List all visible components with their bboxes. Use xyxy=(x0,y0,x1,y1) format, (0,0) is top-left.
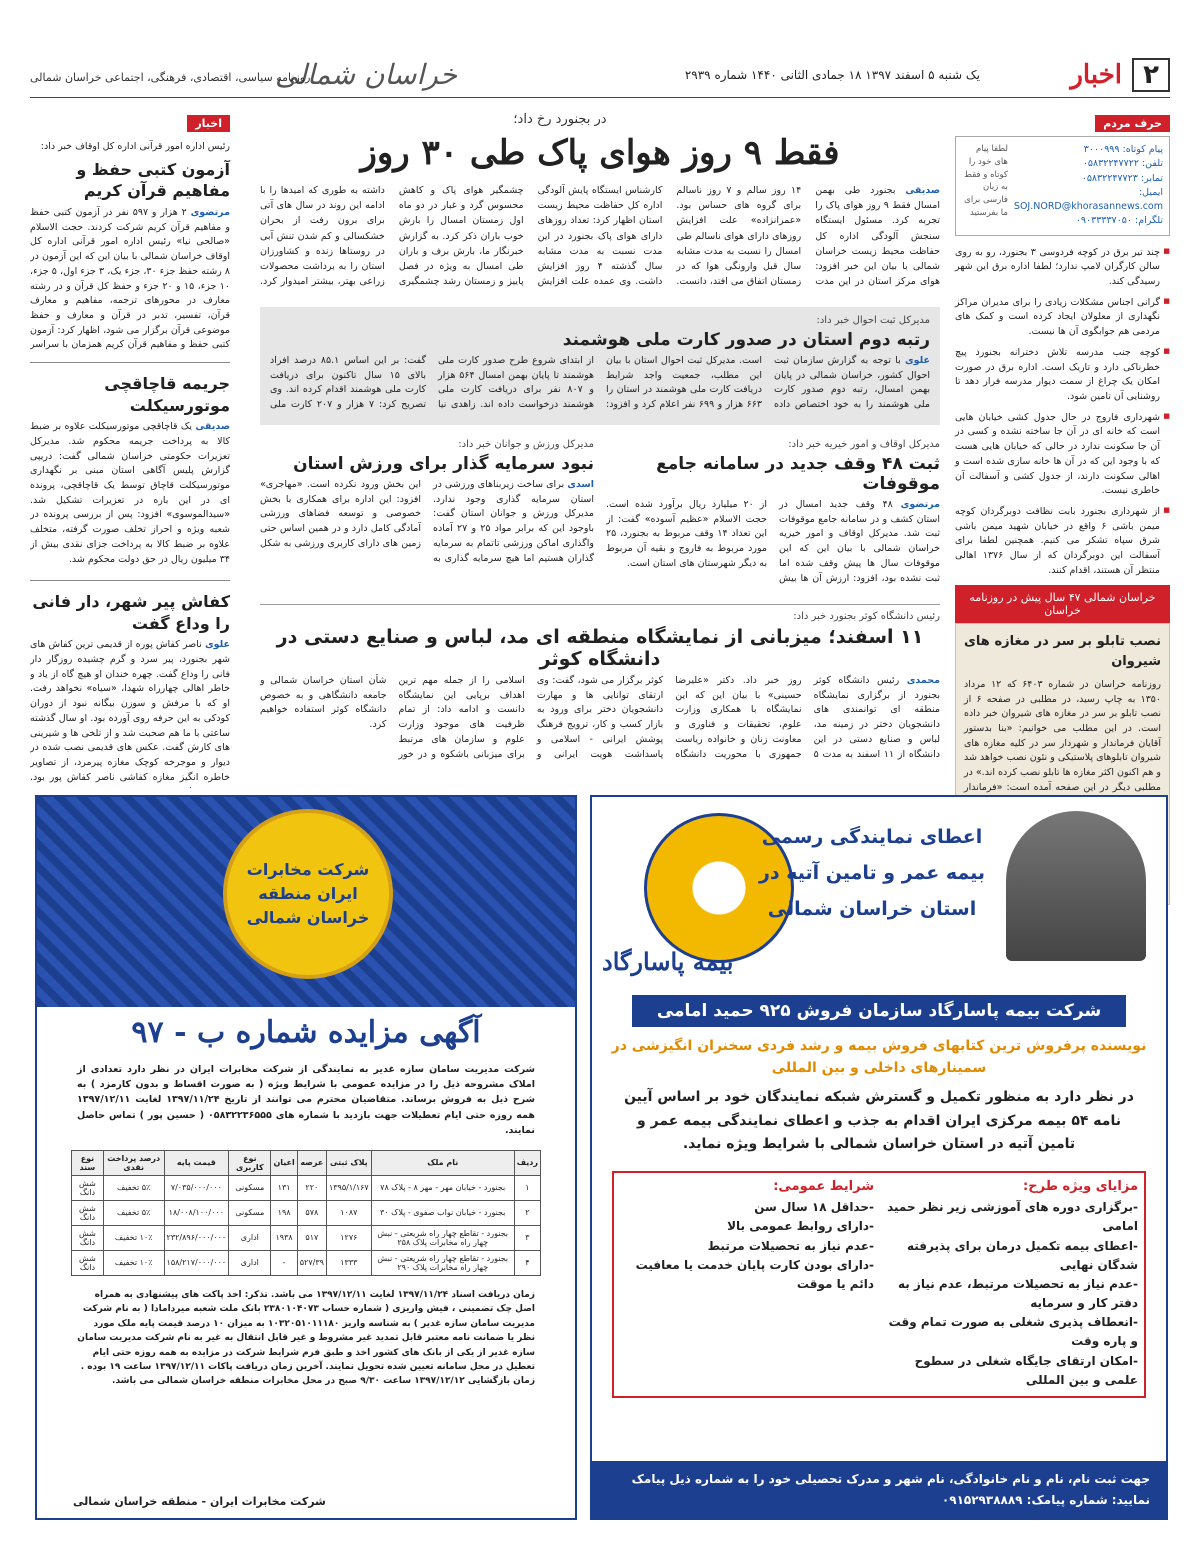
quran-kicker: رئیس اداره امور قرآنی اداره کل اوقاف خبر داد: xyxy=(40,141,230,152)
insurance-terms xyxy=(612,1171,1146,1398)
id-card-kicker: مدیرکل ثبت احوال خبر داد: xyxy=(816,315,930,326)
sport-article xyxy=(260,439,594,590)
id-card-body-wrap xyxy=(270,354,930,420)
smuggler-body-wrap xyxy=(30,420,230,570)
main-article xyxy=(260,183,940,295)
list-item: ■ گرانی اجناس مشکلات زیادی را برای مدیران مراکز نگهداری از معلولان ایجاد کرده است و کمک های مردمی هم جوابگوی آن ها نیست. xyxy=(955,296,1170,340)
insurance-slogan: اعطای نمایندگی رسمی بیمه عمر و تامین آتیه در استان خراسان شمالی xyxy=(758,826,986,921)
table-cell: ۲۲۰ xyxy=(297,1175,326,1200)
list-item: -اعطای بیمه تکمیل درمان برای پذیرفته شدگان نهایی xyxy=(906,1238,1138,1272)
table-cell: ۴ xyxy=(514,1250,540,1275)
waqf-headline: ثبت ۴۸ وقف جدید در سامانه جامع موقوفات xyxy=(656,454,940,494)
kowsar-body-wrap xyxy=(260,674,940,790)
kowsar-headline: ۱۱ اسفند؛ میزبانی از نمایشگاه منطقه ای مد، لباس و صنایع دستی در دانشگاه کوثر xyxy=(276,626,924,670)
quran-body: ۲ هزار و ۵۹۷ نفر در آزمون کتبی حفظ و مفاهیم قرآن کریم شرکت کردند. حجت الاسلام «صالحی نیا» رئیس اداره امور قرآنی اداره کل اوقاف خراسان شمالی با بیان این که این آزمون در ۸ رشته حفظ جزء ۳۰، جزء یک، ۳ جزء اول، ۵ جزء، ۱۰ جزء، ۱۵ و ۲۰ جزء و حفظ کل قرآن و در رشته معارف در محورهای ترجمه، مفاهیم و معارف قرآن، تفسیر، تدبر در قرآن و معارف و حفظ موضوعی قرآن برگزار می شود، اظهار کرد: آزمون کتبی حفظ و مفاهیم قرآن کریم همزمان با سراسر xyxy=(30,206,230,351)
byline: صدیقی xyxy=(195,421,230,433)
table-cell: ۱۰٪ تخفیف xyxy=(103,1250,164,1275)
sport-body-wrap xyxy=(260,478,594,570)
contact-phone: تلفن: ۰۵۸۳۲۲۴۷۷۲۲ xyxy=(1082,158,1163,170)
id-card-article xyxy=(260,307,940,425)
table-cell: - xyxy=(271,1250,297,1275)
table-header: ردیف xyxy=(514,1150,540,1175)
list-item: -امکان ارتقای جایگاه شغلی در سطوح علمی و بین المللی xyxy=(914,1353,1138,1387)
news-column xyxy=(30,112,230,788)
table-header: اعیان xyxy=(271,1150,297,1175)
list-item: -عدم نیاز به تحصیلات مرتبط xyxy=(707,1238,874,1253)
table-cell: ۱۳۳۳ xyxy=(326,1250,371,1275)
table-cell: بجنورد - خیابان نواب صفوی - پلاک ۳۰ xyxy=(371,1200,514,1225)
table-cell: شش دانگ xyxy=(72,1200,104,1225)
table-cell: بجنورد - تقاطع چهار راه شریعتی - نبش چهار راه مخابرات پلاک ۲۹۰ xyxy=(371,1250,514,1275)
secondary-articles xyxy=(260,439,940,590)
smuggler-headline: جریمه قاچاقچی موتورسیکلت xyxy=(104,373,230,415)
auction-terms: زمان دریافت اسناد ۱۳۹۷/۱۱/۲۴ لغایت ۱۳۹۷/۱۲/۱۱ می باشد. تذکر: اخذ پاکت های پیشنهادی به همراه اصل چک تضمینی ، فیش واریزی ( شماره حساب ۲۳۸۰۱۰۴۰۷۳ بانک ملت شعبه میردامادا ( به نام شرکت مدیریت سامان سازه غدیر ) به شناسه واریز ۱۰۳۲۰۵۱۰۱۱۱۸۰ به میزان ۱۰ درصد قیمت پایه ملک مورد نظر یا ضمانت نامه معتبر قابل تمدید غیر مشروط و غیر قابل انتقال به غیر به نام شرکت مدیریت سامان سازه غدیر از یکی از بانک های کشور اخذ و طبق فرم شرایط شرکت در مزایده به همه روزه حتی ایام تعطیل در محل سامانه تعیین شده تحویل نمایند. آخرین زمان دریافت پاکات ۱۳۹۷/۱۲/۱۱ ساعت ۱۹ بوده . زمان بازگشایی ۱۳۹۷/۱۲/۱۲ ساعت ۹/۳۰ صبح در محل مخابرات منطقه خراسان شمالی می باشد. xyxy=(77,1289,535,1387)
table-cell: شش دانگ xyxy=(72,1225,104,1250)
benefits-title: مزایای ویژه طرح: xyxy=(1023,1179,1138,1195)
table-header: نوع سند xyxy=(72,1150,104,1175)
table-cell: ۱۰٪ تخفیف xyxy=(103,1225,164,1250)
auction-ad xyxy=(35,795,577,1520)
table-cell: شش دانگ xyxy=(72,1175,104,1200)
auction-body: شرکت مدیریت سامان سازه غدیر به نمایندگی از شرکت مخابرات ایران در نظر دارد تعدادی از املاک مشروحه ذیل را در مزایده عمومی با شرایط ویژه ( به صورت اقساط و بدون کارمزد ) به شرح ذیل به فروش برساند. متقاضیان محترم می توانند از تاریخ ۱۳۹۷/۱۱/۲۴ لغایت ۱۳۹۷/۱۲/۱۱ همه روزه حتی ایام تعطیلات جهت بازدید با شماره های ۰۵۸۳۲۲۳۶۵۵۵ ( حسین پور ) تماس حاصل نمایند. xyxy=(77,1064,535,1136)
waqf-body-wrap xyxy=(606,498,940,590)
divider xyxy=(30,362,230,363)
sport-kicker: مدیرکل ورزش و جوانان خبر داد: xyxy=(458,439,594,450)
table-cell: مسکونی xyxy=(229,1175,271,1200)
table-cell: ۵٪ تخفیف xyxy=(103,1175,164,1200)
auction-table xyxy=(71,1150,541,1276)
table-header: پلاک ثبتی xyxy=(326,1150,371,1175)
people-voice-column xyxy=(955,112,1170,905)
kowsar-article xyxy=(260,604,940,790)
table-cell: ۳ xyxy=(514,1225,540,1250)
conditions-box xyxy=(620,1179,874,1390)
table-cell: اداری xyxy=(229,1250,271,1275)
table-cell: ۲ xyxy=(514,1200,540,1225)
byline: مرتضوی xyxy=(190,206,230,218)
contact-email: ایمیل: SOJ.NORD@khorasannews.com xyxy=(1013,186,1163,212)
contact-fax: تمابر: ۰۵۸۳۲۲۴۷۷۲۳ xyxy=(1081,172,1163,184)
table-cell: ۱۵۸/۲۱۷/۰۰۰/۰۰۰ xyxy=(164,1250,229,1275)
insurance-hero xyxy=(592,797,1166,987)
masthead xyxy=(30,58,1170,98)
table-header: نوع کاربری xyxy=(229,1150,271,1175)
quran-headline: آزمون کتبی حفظ و مفاهیم قرآن کریم xyxy=(76,159,230,201)
list-item: -دارای بودن کارت پایان خدمت یا معافیت دائم یا موقت xyxy=(635,1257,874,1291)
section-title: اخبار xyxy=(1070,60,1122,90)
contact-note: لطفا پیام های خود را کوتاه و فقط به زبان فارسی برای ما بفرستید xyxy=(964,144,1008,218)
people-voice-tag: حرف مردم xyxy=(1095,115,1170,132)
byline: صدیقی xyxy=(905,185,940,196)
list-item: -حداقل ۱۸ سال سن xyxy=(754,1200,874,1215)
table-cell: ۱۲۷۶ xyxy=(326,1225,371,1250)
contact-sms: پیام کوتاه: ۳۰۰۰۹۹۹ xyxy=(1083,144,1163,155)
memo-tag: خراسان شمالی ۴۷ سال پیش در روزنامه خراسان xyxy=(955,585,1170,623)
divider xyxy=(30,580,230,581)
table-cell: ۱۳۹۵/۱/۱۶۷ xyxy=(326,1175,371,1200)
table-row xyxy=(72,1200,541,1225)
contact-box xyxy=(955,136,1170,236)
byline: اسدی xyxy=(567,479,594,490)
list-item: ■ چند تیر برق در کوچه فردوسی ۳ بجنورد، رو به روی سالن کارگران لامپ ندارد؛ لطفا اداره برق این شهر رسیدگی کند. xyxy=(955,246,1170,290)
table-cell: ۲۳۲/۸۹۶/۰۰۰/۰۰۰ xyxy=(164,1225,229,1250)
table-cell: ۱۳۱ xyxy=(271,1175,297,1200)
agent-photo xyxy=(1006,811,1146,961)
insurance-contact: جهت ثبت نام، نام و نام خانوادگی، نام شهر و مدرک تحصیلی خود را به شماره ذیل پیامک نمایید: شماره پیامک: ۰۹۱۵۲۹۳۸۸۸۹ xyxy=(592,1461,1166,1518)
byline: مرتضوی xyxy=(900,499,940,510)
list-item: -برگزاری دوره های آموزشی زیر نظر حمید امامی xyxy=(887,1200,1138,1234)
table-header: قیمت پایه xyxy=(164,1150,229,1175)
table-header-row xyxy=(72,1150,541,1175)
shoemaker-headline: کفاش پیر شهر، دار فانی را وداع گفت xyxy=(32,592,230,633)
benefits-box xyxy=(884,1179,1138,1390)
issue-line: یک شنبه ۵ اسفند ۱۳۹۷ ۱۸ جمادی الثانی ۱۴۴۰ شماره ۲۹۳۹ xyxy=(684,68,980,82)
table-cell: ۵۲۷/۳۹ xyxy=(297,1250,326,1275)
table-cell: ۱۰۸۷ xyxy=(326,1200,371,1225)
table-cell: ۱۹۸ xyxy=(271,1200,297,1225)
table-cell: مسکونی xyxy=(229,1200,271,1225)
contact-telegram: تلگرام: ۰۹۰۳۳۳۳۷۰۵۰ xyxy=(1075,215,1163,227)
quran-body-wrap xyxy=(30,206,230,352)
table-cell: ۷/۰۳۵/۰۰۰/۰۰۰ xyxy=(164,1175,229,1200)
table-cell: شش دانگ xyxy=(72,1250,104,1275)
byline: علوی xyxy=(204,639,230,651)
page-number: ۲ xyxy=(1132,58,1170,92)
insurance-author-line: نویسنده پرفروش ترین کتابهای فروش بیمه و رشد فردی سخنران انگیزشی در سمینارهای داخلی و بین المللی xyxy=(611,1038,1147,1077)
table-row xyxy=(72,1225,541,1250)
list-item: ■ شهرداری فاروج در حال جدول کشی خیابان هایی است که خانه ای در آن جا ساخته نشده و کسی در آن جا سکونت ندارد در حالی که خیابان هایی هست که با وجود این که در آن ها خانه سازی شده است و اهالی سکونت دارند، از جدول کشی و آسفالت آن خاطری نیست. xyxy=(955,411,1170,499)
newspaper-logo: خراسان شمالی xyxy=(275,58,458,91)
telecom-emblem: شرکت مخابرات ایران منطقه خراسان شمالی xyxy=(223,809,393,979)
byline: محمدی xyxy=(906,675,940,686)
kowsar-body: رئیس دانشگاه کوثر بجنورد از برگزاری نمایشگاه منطقه ای توانمندی های دانشجویان دختر در زمینه مد، لباس و صنایع دستی در این دانشگاه از ۱۱ اسفند به مدت ۵ روز خبر داد. دکتر «علیرضا حسینی» با بیان این که این نمایشگاه با همکاری وزارت علوم، تحقیقات و فناوری و معاونت زنان و خانواده ریاست جمهوری با محوریت دانشگاه کوثر برگزار می شود، گفت: وی ارتقای توانایی ها و مهارت دانشجویان دختر برای ورود به بازار کسب و کار، ترویج فرهنگ پوشش ایرانی - اسلامی و پاسداشت هویت ایرانی و اسلامی را از جمله مهم ترین اهداف برپایی این نمایشگاه دانست و ادامه داد: از تمام ظرفیت های موجود وزارت علوم و سازمان های مرتبط برای میزبانی باشکوه و در خور شأن استان خراسان شمالی و جامعه دانشگاهی و به خصوص دانشگاه کوثر استفاده خواهیم کرد. xyxy=(260,675,940,760)
news-tag: اخبار xyxy=(187,115,230,132)
byline: علوی xyxy=(904,355,930,366)
waqf-kicker: مدیرکل اوقاف و امور خیریه خبر داد: xyxy=(788,439,940,450)
table-cell: بجنورد - خیابان مهر - مهر ۸ - پلاک ۷۸ xyxy=(371,1175,514,1200)
list-item: -عدم نیاز به تحصیلات مرتبط، عدم نیاز به دفتر کار و سرمایه xyxy=(897,1276,1138,1311)
table-header: نام ملک xyxy=(371,1150,514,1175)
table-cell: اداری xyxy=(229,1225,271,1250)
people-voice-list xyxy=(955,246,1170,579)
table-header: عرصه xyxy=(297,1150,326,1175)
auction-ad-banner xyxy=(37,797,575,1007)
table-cell: بجنورد - تقاطع چهار راه شریعتی - نبش چهار راه مخابرات پلاک ۲۵۸ xyxy=(371,1225,514,1250)
auction-title: آگهی مزایده شماره ب - ۹۷ xyxy=(131,1015,481,1050)
main-body: بجنورد طی بهمن امسال فقط ۹ روز هوای پاک را تجربه کرد. مسئول ایستگاه سنجش آلودگی اداره کل حفاظت محیط زیست خراسان شمالی با بیان این خبر افزود: هوای مرکز استان در این مدت ۱۴ روز سالم و ۷ روز ناسالم برای گروه های حساس بود. «عمرانزاده» علت افزایش روزهای دارای هوای ناسالم طی امسال را نسبت به مدت مشابه سال قبل وارونگی هوا که در زمستان اتفاق می افتد، دانست. کارشناس ایستگاه پایش آلودگی اداره کل حفاظت محیط زیست استان اظهار کرد: تعداد روزهای دارای هوای پاک بجنورد در این مدت نسبت به مدت مشابه سال گذشته ۴ روز افزایش داشت. وی عمده علت افزایش چشمگیر هوای پاک و کاهش محسوس گرد و غبار در دو ماه اول زمستان امسال را بارش خوب باران ذکر کرد. به گزارش خبرنگار ما، بارش برف و باران طی امسال به ویژه در فصل پاییز و زمستان رشد چشمگیری داشته به طوری که امیدها را با ادامه این روند در سال های آتی برای برون رفت از بحران خشکسالی و کم شدن تنش آبی در روستاها زنده و کشاورزان استان را به برداشت محصولات زراعی بهتر، بیشتر امیدوار کرد. xyxy=(260,185,940,288)
table-row xyxy=(72,1250,541,1275)
sport-headline: نبود سرمایه گذار برای ورزش استان xyxy=(293,454,594,474)
table-cell: ۱۹۳۸ xyxy=(271,1225,297,1250)
memo-text: روزنامه خراسان در شماره ۶۴۰۳ که ۱۲ مرداد ۱۳۵۰ به چاپ رسید، در مطلبی در صفحه ۶ از نصب تابلو بر سر در مغازه های شیروان خبر داده است. در این مطلب می خوانیم: «بنا بدستور آقایان فرماندار و شهردار سر در کلیه مغازه های شیروان تابلوهای پلاستیکی و نئون نصب خواهد شد و هم اکنون اکثر مغازه ها تابلو نصب کرده اند.» در مطلبی دیگر در این صفحه آمده است: «فرماندار xyxy=(964,678,1162,793)
insurance-description: در نظر دارد به منظور تکمیل و گسترش شبکه نمایندگان خود بر اساس آیین نامه ۵۴ بیمه مرکزی ایران اقدام به جذب و اعطای نمایندگی بیمه عمر و تامین آتیه در استان خراسان شمالی با شرایط ویژه نماید. xyxy=(624,1088,1134,1153)
kowsar-kicker: رئیس دانشگاه کوثر بجنورد خبر داد: xyxy=(793,611,940,622)
waqf-article xyxy=(606,439,940,590)
id-card-body: با توجه به گزارش سازمان ثبت احوال کشور، خراسان شمالی در پایان بهمن امسال، رتبه دوم صدور کارت ملی هوشمند را به خود اختصاص داده است. مدیرکل ثبت احوال استان با بیان این مطلب، جمعیت واجد شرایط دریافت کارت ملی هوشمند در استان را ۶۶۳ هزار و ۶۹۹ نفر اعلام کرد و افزود: از ابتدای شروع طرح صدور کارت ملی هوشمند تا پایان بهمن امسال ۵۶۴ هزار و ۸۰۷ نفر برای دریافت کارت ملی هوشمند درخواست داده اند. زاهدی نیا گفت: بر این اساس ۸۵.۱ درصد افراد بالای ۱۵ سال تاکنون برای دریافت کارت ملی هوشمند اقدام کرده اند. وی تصریح کرد: ۷ هزار و ۲۰۷ کارت ملی xyxy=(270,355,930,411)
smuggler-body: یک قاچاقچی موتورسیکلت علاوه بر ضبط کالا به پرداخت جریمه محکوم شد. مدیرکل تعزیرات حکومتی خراسان شمالی گفت: دریپی گزارش پلیس آگاهی استان مبنی بر نگهداری موتورسیکلت قاچاق توسط یک قاچاقچی، پرونده ای در این باره در تعزیرات تشکیل شد. «سیدالموسوی» افزود: پس از بررسی پرونده در شعبه ویژه و احراز تخلف صورت گرفته، متخلف علاوه بر ضبط کالا به پرداخت جزای نقدی بیش از ۳۴ میلیون ریال در حق دولت محکوم شد. xyxy=(30,421,230,565)
table-row xyxy=(72,1175,541,1200)
insurance-ad xyxy=(590,795,1168,1520)
table-cell: ۵۷۸ xyxy=(297,1200,326,1225)
conditions-title: شرایط عمومی: xyxy=(773,1179,874,1195)
table-header: درصد پرداخت نقدی xyxy=(103,1150,164,1175)
table-cell: ۵۱۷ xyxy=(297,1225,326,1250)
list-item: ■ کوچه جنب مدرسه تلاش دخترانه بجنورد پیچ خطرناکی دارد و تاریک است. اداره برق در صورت امکان یک چراغ از سمت دیوار مدرسه فرار دهد تا روشنایی آن تامین شود. xyxy=(955,346,1170,405)
waqf-body: ۴۸ وقف جدید امسال در استان کشف و در سامانه جامع موقوفات ثبت شد. مدیرکل اوقاف و امور خیریه خراسان شمالی با بیان این که این موقوفات سال ها پیش وقف شده اما ثبت نشده بود، افزود: ارزش آن ها بیش از ۲۰ میلیارد ریال برآورد شده است. حجت الاسلام «عظیم آسوده» گفت: از این تعداد ۱۴ وقف مربوط به بجنورد، ۲۵ مورد مربوط به فاروج و بقیه آن مربوط به دیگر شهرستان های استان است. xyxy=(606,499,940,584)
id-card-headline: رتبه دوم استان در صدور کارت ملی هوشمند xyxy=(562,330,930,350)
list-item: -دارای روابط عمومی بالا xyxy=(727,1219,874,1234)
shoemaker-body-wrap xyxy=(30,638,230,788)
main-headline: فقط ۹ روز هوای پاک طی ۳۰ روز xyxy=(360,133,840,173)
insurance-org-band: شرکت بیمه پاسارگاد سازمان فروش ۹۲۵ حمید امامی xyxy=(632,995,1126,1027)
table-cell: ۱۸/۰۰۸/۱۰۰/۰۰۰ xyxy=(164,1200,229,1225)
memo-title: نصب تابلو بر سر در مغازه های شیروان xyxy=(964,633,1161,669)
sport-body: برای ساخت زیربناهای ورزشی در استان سرمایه گذاری وجود ندارد. مدیرکل ورزش و جوانان استان گفت: باوجود این که برابر مواد ۲۵ و ۲۷ آماده واگذاری اماکن ورزشی تاتمام به سرمایه گذاران هستیم اما هیچ سرمایه گذاری به این بخش ورود نکرده است. «مهاجری» افزود: این اداره برای همکاری با بخش خصوصی و توسعه فضاهای ورزشی آمادگی کامل دارد و در همین اساس حتی زمین های دارای کاربری ورزشی به شکل xyxy=(260,479,594,564)
table-cell: ۱ xyxy=(514,1175,540,1200)
tagline: روزنامه سیاسی، اقتصادی، فرهنگی، اجتماعی خراسان شمالی xyxy=(30,71,311,84)
insurance-brand: بیمه پاسارگاد xyxy=(602,947,734,976)
list-item: -انعطاف پذیری شغلی به صورت تمام وقت و پاره وقت xyxy=(888,1315,1138,1349)
shoemaker-body: ناصر کفاش پوره از قدیمی ترین کفاش های شهر بجنورد، پیر سرد و گرم چشیده روزگار دار فانی را وداع گفت. چهره خندان او هیچ گاه از یاد و خاطر اهالی چهارراه شهدا، «سیاه» نخواهد رفت. او که با مرفش و سوزن بیگانه نبود از دوران کودکی به این حرفه روی آورده بود. او سال گذشته ساعتی با ما هم صحبت شد و از تلخی ها و شیرینی های کارش گفت. عکس های قدیمی نصب شده در دیوار و موجرخه کوچک مغازه پیرمرد، از تصاویر خاطره انگیز مغازه کفاشی ناصر کفاش پور بود. xyxy=(30,639,230,783)
auction-signature: شرکت مخابرات ایران - منطقه خراسان شمالی xyxy=(73,1495,326,1508)
main-column xyxy=(260,112,940,790)
list-item: ■ از شهرداری بجنورد بابت نظافت دوبرگردان کوچه میمن باشی ۶ واقع در خیابان شهید میمن باشی شرق سپاه تشکر می کنیم. همچنین لطفا برای آسفالت این دوبرگردان که از سال ۱۳۷۶ اهالی منتظر آن هستند، اقدام کنند. xyxy=(955,505,1170,579)
table-cell: ۵٪ تخفیف xyxy=(103,1200,164,1225)
main-kicker: در بجنورد رخ داد؛ xyxy=(513,112,607,127)
